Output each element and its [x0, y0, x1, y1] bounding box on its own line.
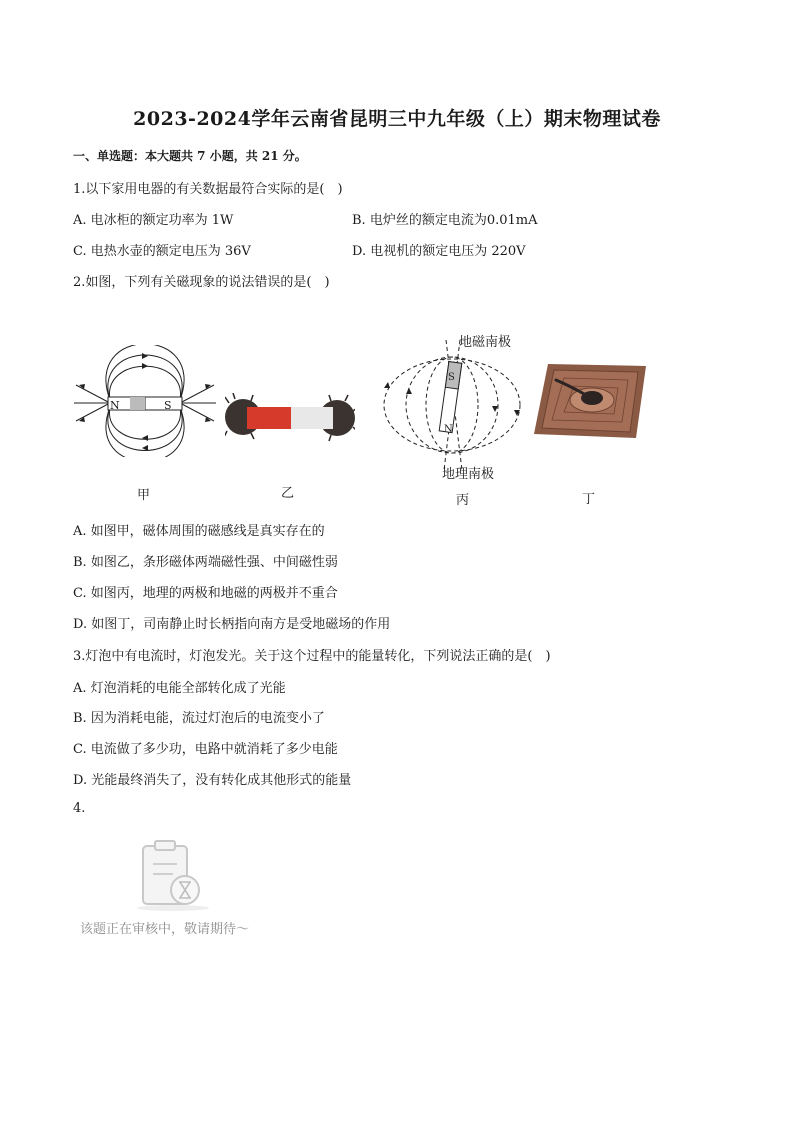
q1-stem: 1.以下家用电器的有关数据最符合实际的是( ): [73, 182, 343, 197]
geo-south-magnetic-label: 地磁南极: [459, 335, 512, 350]
q1-option-c: C. 电热水壶的额定电压为 36V: [73, 244, 251, 259]
q2-option-a: A. 如图甲，磁体周围的磁感线是真实存在的: [73, 524, 325, 539]
svg-text:S: S: [448, 372, 455, 383]
figure-yi-label: 乙: [281, 486, 295, 501]
q3-option-c: C. 电流做了多少功，电路中就消耗了多少电能: [73, 742, 338, 757]
q2-option-d: D. 如图丁，司南静止时长柄指向南方是受地磁场的作用: [73, 617, 391, 632]
figure-bing-earth-field: [378, 340, 523, 470]
magnet-n-label: N: [110, 399, 120, 412]
figure-bing-label: 丙: [456, 493, 470, 508]
figure-jia-label: 甲: [137, 488, 151, 503]
q4-stem: 4.: [73, 801, 86, 816]
q2-option-b: B. 如图乙，条形磁体两端磁性强、中间磁性弱: [73, 555, 338, 570]
q3-stem: 3.灯泡中有电流时，灯泡发光。关于这个过程中的能量转化，下列说法正确的是( ): [73, 649, 551, 664]
page-title: 2023-2024学年云南省昆明三中九年级（上）期末物理试卷: [133, 108, 661, 130]
figure-ding-label: 丁: [582, 492, 596, 507]
figure-ding-sinan-compass: [534, 362, 646, 440]
q2-option-c: C. 如图丙，地理的两极和地磁的两极并不重合: [73, 586, 338, 601]
q1-option-a: A. 电冰柜的额定功率为 1W: [73, 213, 234, 228]
q3-option-b: B. 因为消耗电能，流过灯泡后的电流变小了: [73, 711, 325, 726]
magnet-s-label: S: [164, 399, 172, 412]
geo-south-label: 地理南极: [442, 467, 495, 482]
svg-text:N: N: [444, 424, 453, 435]
q3-option-a: A. 灯泡消耗的电能全部转化成了光能: [73, 681, 286, 696]
q1-option-d: D. 电视机的额定电压为 220V: [352, 244, 526, 259]
clipboard-hourglass-icon: [133, 836, 213, 912]
q3-option-d: D. 光能最终消失了，没有转化成其他形式的能量: [73, 773, 352, 788]
q1-option-b: B. 电炉丝的额定电流为0.01mA: [352, 213, 538, 228]
figure-yi-magnet-filings: [225, 393, 355, 443]
figure-jia-field-lines: [72, 345, 218, 457]
q4-pending-notice: 该题正在审核中，敬请期待～: [80, 922, 250, 937]
q2-stem: 2.如图，下列有关磁现象的说法错误的是( ): [73, 275, 330, 290]
section-heading: 一、单选题：本大题共 7 小题，共 21 分。: [73, 149, 307, 163]
